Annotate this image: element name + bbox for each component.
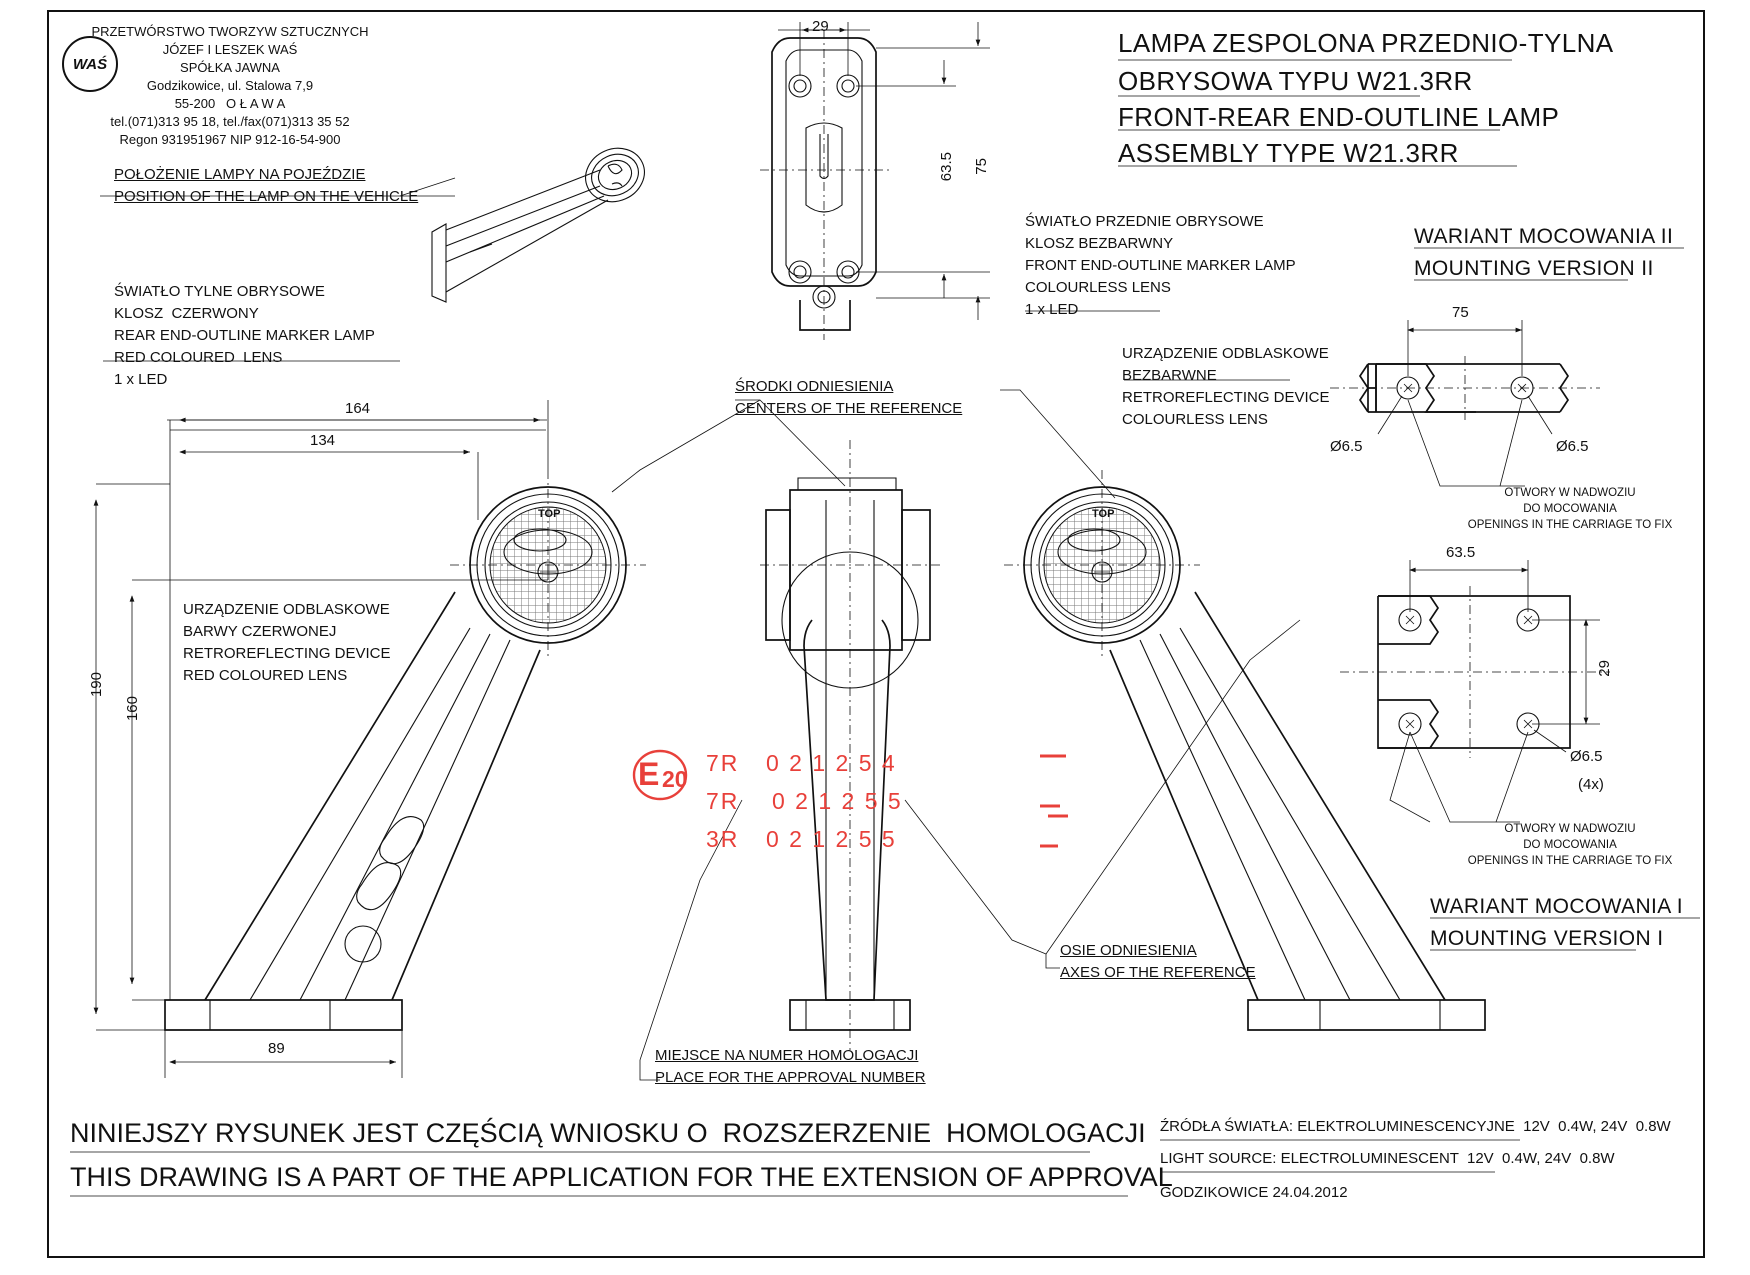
openings1-line3: OPENINGS IN THE CARRIAGE TO FIX [1467,855,1673,867]
mounting-version-1 [1340,560,1610,822]
company-line-7: Regon 931951967 NIP 912-16-54-900 [119,132,341,147]
dim-mount-75: 75 [1452,304,1469,321]
front-lamp-line2: KLOSZ BEZBARWNY [1025,235,1174,252]
center-elevation-lamp [760,440,940,1050]
company-line-2: JÓZEF I LESZEK WAŚ [162,42,298,57]
axes-label-pl: OSIE ODNIESIENIA [1060,942,1197,959]
title-pl-line2: OBRYSOWA TYPU W21.3RR [1118,66,1473,96]
position-label-pl: POŁOŻENIE LAMPY NA POJEŹDZIE [114,166,366,183]
hole-dia-1: Ø6.5 [1330,438,1363,455]
axes-label-en: AXES OF THE REFERENCE [1060,964,1256,981]
refl-clear-line1: URZĄDZENIE ODBLASKOWE [1122,345,1329,362]
mount1-heading-en: MOUNTING VERSION I [1430,927,1664,950]
mounting-version-2 [1330,320,1600,486]
mount2-heading-pl: WARIANT MOCOWANIA II [1414,225,1674,248]
approval-row-1-code: 7R [706,788,740,814]
approval-row-0-code: 7R [706,750,740,776]
approval-row-1-number: 0 2 1 2 5 5 [772,788,903,814]
dim-190: 190 [88,672,105,698]
rear-lamp-line5: 1 x LED [114,371,168,388]
approval-marks-dashes [1040,756,1068,846]
refl-clear-line2: BEZBARWNE [1122,367,1217,384]
left-dimensions [96,400,548,1078]
front-lamp-line1: ŚWIATŁO PRZEDNIE OBRYSOWE [1025,213,1264,230]
left-elevation-lamp [165,470,646,1030]
dim-75: 75 [973,158,990,175]
rear-lamp-line2: KLOSZ CZERWONY [114,305,259,322]
approval-e-number: 20 [662,766,688,792]
openings2-line2: DO MOCOWANIA [1523,503,1617,515]
approval-row-2-number: 0 2 1 2 5 5 [766,826,897,852]
approval-place-pl: MIEJSCE NA NUMER HOMOLOGACJI [655,1047,919,1064]
refl-red-line3: RETROREFLECTING DEVICE [183,645,391,662]
perspective-lamp [432,139,653,302]
footer-en: THIS DRAWING IS A PART OF THE APPLICATION FOR THE EXTENSION OF APPROVAL [70,1162,1173,1192]
footplate-plan-view [760,30,890,340]
front-lamp-line3: FRONT END-OUTLINE MARKER LAMP [1025,257,1296,274]
front-lamp-line5: 1 x LED [1025,301,1079,318]
openings2-line3: OPENINGS IN THE CARRIAGE TO FIX [1467,519,1673,531]
approval-row-2-code: 3R [706,826,740,852]
mount1-heading-pl: WARIANT MOCOWANIA I [1430,895,1683,918]
openings1-line2: DO MOCOWANIA [1523,839,1617,851]
refl-clear-line4: COLOURLESS LENS [1122,411,1268,428]
company-line-6: tel.(071)313 95 18, tel./fax(071)313 35 52 [110,114,350,129]
title-en-line2: ASSEMBLY TYPE W21.3RR [1118,138,1459,168]
top-marker-right: TOP [1092,508,1115,520]
rear-lamp-line1: ŚWIATŁO TYLNE OBRYSOWE [114,283,325,300]
refl-red-line4: RED COLOURED LENS [183,667,348,684]
mount2-heading-en: MOUNTING VERSION II [1414,257,1654,280]
title-pl-line1: LAMPA ZESPOLONA PRZEDNIO-TYLNA [1118,28,1614,58]
hole-dia-3: Ø6.5 [1570,748,1603,765]
openings1-line1: OTWORY W NADWOZIU [1504,823,1636,835]
dim-164: 164 [345,400,371,417]
centers-label-en: CENTERS OF THE REFERENCE [735,400,963,417]
position-label-en: POSITION OF THE LAMP ON THE VEHICLE [114,188,419,205]
title-en-line1: FRONT-REAR END-OUTLINE LAMP [1118,102,1560,132]
centers-label-pl: ŚRODKI ODNIESIENIA [735,378,894,395]
company-line-5: 55-200 O Ł A W A [174,96,286,111]
approval-e-letter: E [638,756,660,792]
dim-mount-29: 29 [1596,660,1613,677]
approval-row-0-number: 0 2 1 2 5 4 [766,750,897,776]
footer-pl: NINIEJSZY RYSUNEK JEST CZĘŚCIĄ WNIOSKU O ROZSZERZENIE HOMOLOGACJI [70,1118,1146,1148]
company-line-4: Godzikowice, ul. Stalowa 7,9 [146,78,314,93]
rear-lamp-line4: RED COLOURED LENS [114,349,283,366]
rear-lamp-line3: REAR END-OUTLINE MARKER LAMP [114,327,375,344]
dim-134: 134 [310,432,336,449]
dim-mount-63-5: 63.5 [1446,544,1476,561]
refl-clear-line3: RETROREFLECTING DEVICE [1122,389,1330,406]
hole-qty: (4x) [1578,776,1604,793]
logo-text: WAŚ [72,55,108,73]
place-date: GODZIKOWICE 24.04.2012 [1160,1184,1348,1201]
company-line-3: SPÓŁKA JAWNA [180,60,280,75]
refl-red-line2: BARWY CZERWONEJ [183,623,337,640]
front-lamp-line4: COLOURLESS LENS [1025,279,1171,296]
light-source-pl: ŹRÓDŁA ŚWIATŁA: ELEKTROLUMINESCENCYJNE 12V 0.4W, 24V 0.8W [1160,1118,1671,1135]
approval-place-en: PLACE FOR THE APPROVAL NUMBER [655,1069,926,1086]
light-source-en: LIGHT SOURCE: ELECTROLUMINESCENT 12V 0.4W, 24V 0.8W [1160,1150,1615,1167]
hole-dia-2: Ø6.5 [1556,438,1589,455]
dim-160: 160 [124,696,141,722]
refl-red-line1: URZĄDZENIE ODBLASKOWE [183,601,390,618]
openings2-line1: OTWORY W NADWOZIU [1504,487,1636,499]
dim-89: 89 [268,1040,285,1057]
dim-29: 29 [812,18,829,35]
top-marker-left: TOP [538,508,561,520]
dim-63-5: 63.5 [938,152,955,182]
company-line-1: PRZETWÓRSTWO TWORZYW SZTUCZNYCH [91,24,369,39]
